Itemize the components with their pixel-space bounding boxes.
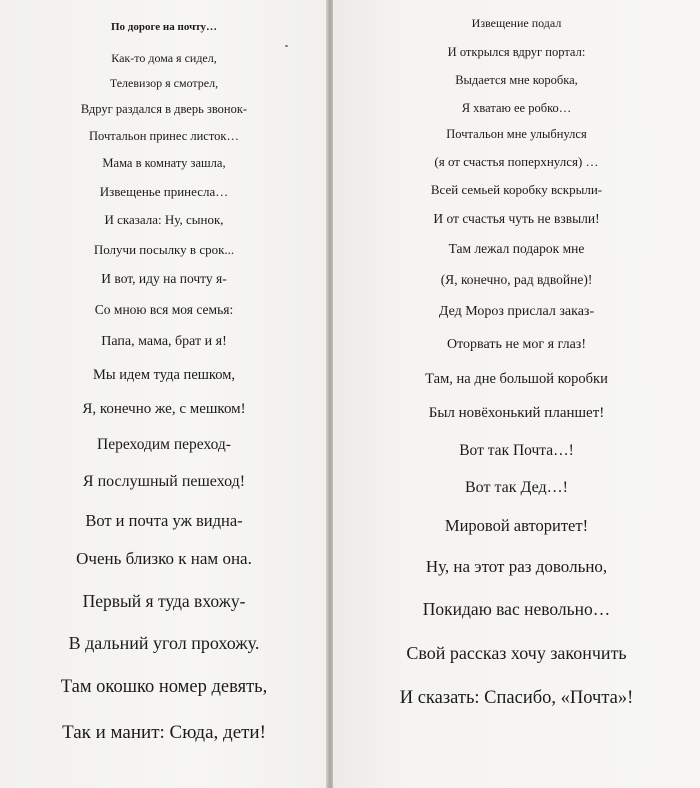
left-page — [0, 0, 328, 788]
poem-title: По дороге на почту… — [110, 21, 218, 33]
poem-line: Свой рассказ хочу закончить — [406, 643, 627, 663]
poem-line: Покидаю вас невольно… — [422, 599, 611, 619]
poem-line: Извещенье принесла… — [99, 184, 229, 199]
poem-line: Мама в комнату зашла, — [102, 156, 226, 170]
poem-line: Всей семьей коробку вскрыли- — [430, 182, 603, 197]
poem-line: В дальний угол прохожу. — [68, 633, 260, 653]
poem-line: Переходим переход- — [97, 436, 231, 453]
poem-line: Вот и почта уж видна- — [85, 511, 243, 530]
poem-line: Почтальон мне улыбнулся — [446, 127, 587, 141]
paper-speck — [285, 45, 288, 47]
right-page — [333, 0, 700, 788]
poem-line: Получи посылку в срок... — [93, 242, 235, 257]
poem-line: (я от счастья поперхнулся) … — [434, 154, 599, 169]
poem-line: И сказать: Спасибо, «Почта»! — [399, 688, 634, 708]
poem-line: Так и манит: Сюда, дети! — [62, 722, 266, 743]
poem-line: Дед Мороз прислал заказ- — [438, 304, 595, 319]
poem-line: Очень близко к нам она. — [76, 549, 252, 568]
poem-line: Я послушный пешеход! — [82, 473, 246, 490]
poem-line: Я, конечно же, с мешком! — [82, 401, 246, 417]
poem-line: Папа, мама, брат и я! — [101, 334, 227, 349]
poem-line: Первый я туда вхожу- — [82, 591, 246, 611]
poem-line: Оторвать не мог я глаз! — [447, 337, 586, 352]
poem-line: Там, на дне большой коробки — [425, 371, 608, 387]
poem-line: Выдается мне коробка, — [455, 73, 578, 87]
poem-line: Там лежал подарок мне — [448, 241, 585, 256]
poem-line: Мировой авторитет! — [444, 516, 589, 535]
poem-line: Почтальон принес листок… — [89, 129, 239, 143]
poem-line: Был новёхонький планшет! — [428, 405, 605, 421]
poem-line: Со мною вся моя семья: — [94, 302, 234, 317]
poem-line: Там окошко номер девять, — [60, 677, 268, 697]
poem-line: Как-то дома я сидел, — [111, 51, 217, 65]
poem-line: И открылся вдруг портал: — [447, 45, 586, 59]
poem-line: И вот, иду на почту я- — [101, 271, 227, 286]
poem-line: (Я, конечно, рад вдвойне)! — [440, 272, 593, 287]
poem-line: Телевизор я смотрел, — [109, 76, 219, 90]
poem-line: Мы идем туда пешком, — [93, 367, 235, 383]
poem-line: Я хватаю ее робко… — [461, 101, 572, 115]
poem-line: Вот так Почта…! — [459, 442, 574, 459]
poem-line: И от счастья чуть не взвыли! — [433, 211, 600, 226]
poem-line: Извещение подал — [471, 16, 562, 30]
poem-line: Ну, на этот раз довольно, — [425, 557, 608, 576]
poem-line: И сказала: Ну, сынок, — [104, 212, 224, 227]
poem-line: Вот так Дед…! — [465, 479, 568, 496]
poem-line: Вдруг раздался в дверь звонок- — [80, 102, 248, 116]
